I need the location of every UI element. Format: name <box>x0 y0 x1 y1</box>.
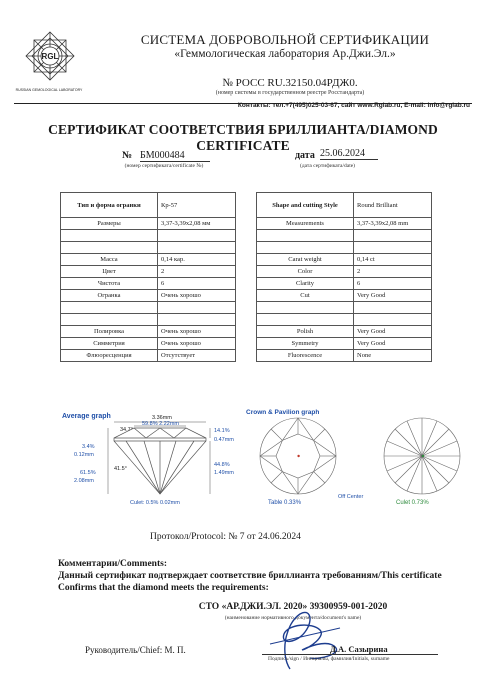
ru-property-label: Флюоресценция <box>61 350 158 362</box>
table-row <box>61 326 236 338</box>
comments-line2: Confirms that the diamond meets the requirements: <box>58 583 269 593</box>
table-row <box>61 278 236 290</box>
org-name-line1: СИСТЕМА ДОБРОВОЛЬНОЙ СЕРТИФИКАЦИИ <box>140 32 430 47</box>
ru-property-value: Отсутствует <box>158 350 236 362</box>
certificate-number: БМ000484 <box>140 150 210 162</box>
table-row <box>257 230 432 242</box>
comments-line1: Данный сертификат подтверждает соответствие бриллианта требованиям/This certificate <box>58 571 442 581</box>
en-property-value: Round Brilliant <box>354 193 432 218</box>
svg-text:0.47mm: 0.47mm <box>214 437 234 443</box>
rgl-logo <box>22 30 78 96</box>
table-row <box>257 350 432 362</box>
en-property-value <box>354 230 432 242</box>
en-property-label: Symmetry <box>257 338 354 350</box>
ru-property-value <box>158 242 236 254</box>
ru-property-value: Очень хорошо <box>158 338 236 350</box>
ru-property-label: Размеры <box>61 218 158 230</box>
average-graph <box>60 410 270 508</box>
ru-property-value: Очень хорошо <box>158 290 236 302</box>
ru-property-value: Очень хорошо <box>158 326 236 338</box>
table-row <box>257 218 432 230</box>
table-row <box>257 302 432 314</box>
average-graph-title: Average graph <box>62 413 111 420</box>
ru-property-label <box>61 242 158 254</box>
en-property-value: 6 <box>354 278 432 290</box>
table-row <box>257 290 432 302</box>
table-row <box>61 218 236 230</box>
table-row <box>61 314 236 326</box>
protocol: Протокол/Protocol: № 7 от 24.06.2024 <box>150 532 301 542</box>
svg-text:0.12mm: 0.12mm <box>74 452 94 458</box>
ru-property-value: 2 <box>158 266 236 278</box>
table-row <box>61 254 236 266</box>
table-row <box>257 278 432 290</box>
table-row <box>257 326 432 338</box>
en-property-value: Very Good <box>354 290 432 302</box>
en-property-value: 0,14 ct <box>354 254 432 266</box>
svg-text:1.49mm: 1.49mm <box>214 470 234 476</box>
certificate-date-label: дата <box>295 150 315 161</box>
ru-property-value <box>158 230 236 242</box>
en-property-label: Fluorescence <box>257 350 354 362</box>
ru-property-value <box>158 302 236 314</box>
table-row <box>61 302 236 314</box>
svg-text:61.5%: 61.5% <box>80 470 96 476</box>
table-row <box>61 230 236 242</box>
crown-pavilion-graph <box>246 408 474 508</box>
svg-text:3.36mm: 3.36mm <box>152 415 172 421</box>
svg-text:59.8% 2.22mm: 59.8% 2.22mm <box>142 421 179 427</box>
en-property-value <box>354 302 432 314</box>
ru-property-value: Кр-57 <box>158 193 236 218</box>
svg-text:34.7°: 34.7° <box>120 427 133 433</box>
en-property-label: Cut <box>257 290 354 302</box>
svg-text:Culet: 0.5% 0.02mm: Culet: 0.5% 0.02mm <box>130 500 180 506</box>
signature-note: Подпись/sign / Инициалы, фамилия/Initials, surname <box>268 656 390 662</box>
ru-property-label: Симметрия <box>61 338 158 350</box>
table-row <box>61 338 236 350</box>
certificate-date-note: (дата сертификата/date) <box>300 163 356 169</box>
svg-text:2.08mm: 2.08mm <box>74 478 94 484</box>
table-row <box>61 193 236 218</box>
en-property-value: 2 <box>354 266 432 278</box>
en-property-label <box>257 242 354 254</box>
svg-text:41.5°: 41.5° <box>114 466 127 472</box>
ru-property-label: Полировка <box>61 326 158 338</box>
table-row <box>257 193 432 218</box>
crown-graph-title: Crown & Pavilion graph <box>246 409 320 416</box>
svg-text:Table 0.33%: Table 0.33% <box>268 500 302 506</box>
svg-text:Off Center: Off Center <box>338 494 364 500</box>
en-property-label <box>257 314 354 326</box>
org-name-line2: «Геммологическая лаборатория Ар.Джи.Эл.» <box>174 48 396 60</box>
svg-text:Culet 0.73%: Culet 0.73% <box>396 500 429 506</box>
en-property-label <box>257 302 354 314</box>
table-row <box>61 350 236 362</box>
table-row <box>61 242 236 254</box>
ru-property-label <box>61 230 158 242</box>
table-row <box>257 338 432 350</box>
table-row <box>257 242 432 254</box>
certificate-date: 25.06.2024 <box>320 148 378 160</box>
certificate-title: СЕРТИФИКАТ СООТВЕТСТВИЯ БРИЛЛИАНТА/DIAMOND CERTIFICATE <box>48 122 438 153</box>
logo-caption: RUSSIAN GEMOLOGICAL LABORATORY <box>15 88 83 92</box>
standard-note: (наименование нормативного документа/document's name) <box>224 615 362 621</box>
svg-text:3.4%: 3.4% <box>82 444 95 450</box>
ru-property-value: 0,14 кар. <box>158 254 236 266</box>
registration-note: (номер системы в государственном реестре Росстандарта) <box>215 90 365 96</box>
certificate-number-label: № <box>122 150 133 161</box>
en-property-label <box>257 230 354 242</box>
table-row <box>61 290 236 302</box>
standard: СТО «АР.ДЖИ.ЭЛ. 2020» 39300959-001-2020 <box>198 602 388 612</box>
svg-text:RGL: RGL <box>41 52 59 61</box>
table-row <box>257 254 432 266</box>
en-property-label: Measurements <box>257 218 354 230</box>
ru-property-label <box>61 314 158 326</box>
registration-number: № РОСС RU.32150.04РДЖ0. <box>222 77 358 89</box>
ru-property-label: Цвет <box>61 266 158 278</box>
chief-name: Д.А. Сазырина <box>330 644 388 654</box>
ru-property-value <box>158 314 236 326</box>
properties-table-en <box>256 192 432 362</box>
ru-property-label: Чистота <box>61 278 158 290</box>
certificate-number-note: (номер сертификата/certificate №) <box>124 163 204 169</box>
en-property-value <box>354 314 432 326</box>
en-property-label: Shape and cutting Style <box>257 193 354 218</box>
en-property-label: Color <box>257 266 354 278</box>
signature-line <box>262 654 438 655</box>
ru-property-value: 6 <box>158 278 236 290</box>
en-property-value: None <box>354 350 432 362</box>
en-property-value <box>354 242 432 254</box>
chief-label: Руководитель/Chief: М. П. <box>85 645 186 655</box>
en-property-value: 3,37-3,39x2,08 mm <box>354 218 432 230</box>
en-property-label: Clarity <box>257 278 354 290</box>
ru-property-label: Тип и форма огранки <box>61 193 158 218</box>
contacts-line: Контакты: тел.+7(495)025-03-67, сайт www.Rglab.ru, E-mail: info@rglab.ru <box>237 102 470 109</box>
svg-text:14.1%: 14.1% <box>214 428 230 434</box>
en-property-label: Carat weight <box>257 254 354 266</box>
comments-heading: Комментарии/Comments: <box>58 559 167 569</box>
en-property-value: Very Good <box>354 338 432 350</box>
ru-property-value: 3,37-3,39х2,08 мм <box>158 218 236 230</box>
en-property-value: Very Good <box>354 326 432 338</box>
ru-property-label: Масса <box>61 254 158 266</box>
table-row <box>61 266 236 278</box>
ru-property-label: Огранка <box>61 290 158 302</box>
table-row <box>257 314 432 326</box>
ru-property-label <box>61 302 158 314</box>
signature-image <box>250 604 350 674</box>
en-property-label: Polish <box>257 326 354 338</box>
svg-text:44.8%: 44.8% <box>214 462 230 468</box>
table-row <box>257 266 432 278</box>
properties-table-ru <box>60 192 236 362</box>
